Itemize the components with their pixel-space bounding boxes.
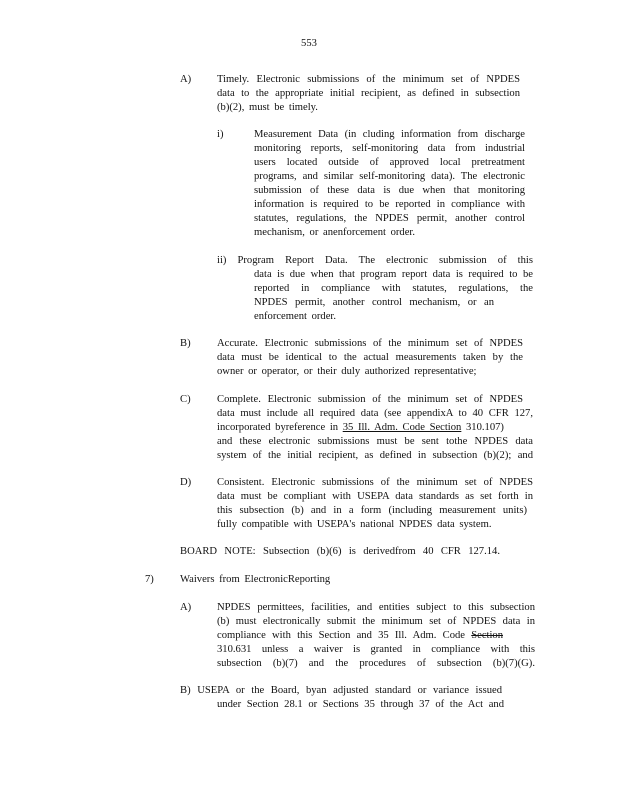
item-a-ii-text xyxy=(254,268,533,324)
text-line xyxy=(217,629,503,643)
text-line: BOARD NOTE: Subsection (b)(6) is derivedfrom 40 CFR 127.14. xyxy=(180,546,500,557)
item-a-i-text xyxy=(254,128,525,240)
text-line: system of the initial recipient, as defined in subsection (b)(2); and xyxy=(217,450,533,461)
text-line: data must be compliant with USEPA data standards as set forth in xyxy=(217,491,533,502)
underlined-citation: 35 Ill. Adm. Code Section xyxy=(342,422,462,433)
text-line: Accurate. Electronic submissions of the minimum set of NPDES xyxy=(217,338,523,349)
item-a-text xyxy=(217,73,520,115)
item-c-label: C) xyxy=(180,394,191,405)
text-line: users located outside of approved local pretreatment xyxy=(254,157,525,168)
item-a-ii-first-line xyxy=(217,254,533,268)
text-line: programs, and similar self-monitoring data). The electronic xyxy=(254,171,525,182)
text-line: monitoring reports, self-monitoring data from industrial xyxy=(254,143,525,154)
item-d-label: D) xyxy=(180,477,192,488)
text-line: Measurement Data (in cluding information from discharge xyxy=(254,129,525,140)
text-line: subsection (b)(7) and the procedures of subsection (b)(7)(G). xyxy=(217,658,535,669)
board-note xyxy=(180,545,500,559)
text-line xyxy=(217,421,533,435)
text-line: and these electronic submissions must be sent tothe NPDES data xyxy=(217,436,533,447)
struck-text: Section xyxy=(471,630,503,641)
text-line: Timely. Electronic submissions of the minimum set of NPDES xyxy=(217,74,520,85)
text-segment: incorporated byreference in xyxy=(217,422,343,433)
text-line: data must include all required data (see appendixA to 40 CFR 127, xyxy=(217,408,533,419)
text-segment: compliance with this Section and 35 Ill. Adm. Code xyxy=(217,630,472,641)
item-b-text xyxy=(217,337,523,379)
text-line: data to the appropriate initial recipient, as defined in subsection xyxy=(217,88,520,99)
item-d-text xyxy=(217,476,533,532)
text-line: data must be identical to the actual measurements taken by the xyxy=(217,352,523,363)
text-line: (b) must electronically submit the minimum set of NPDES data in xyxy=(217,616,535,627)
text-line: ii) Program Report Data. The electronic submission of this xyxy=(217,255,533,266)
text-line: owner or operator, or their duly authorized representative; xyxy=(217,366,477,377)
text-line: fully compatible with USEPA's national NPDES data system. xyxy=(217,519,492,530)
text-line: NPDES permittees, facilities, and entities subject to this subsection xyxy=(217,602,535,613)
text-line: submission of these data is due when that monitoring xyxy=(254,185,525,196)
page-number: 553 xyxy=(301,38,317,49)
item-c-text xyxy=(217,393,533,463)
text-segment: 310.107) xyxy=(461,422,504,433)
section-7-item-b-first-line xyxy=(180,684,502,698)
text-line: data is due when that program report data is required to be xyxy=(254,269,533,280)
text-line: B) USEPA or the Board, byan adjusted standard or variance issued xyxy=(180,685,502,696)
text-line: mechanism, or anenforcement order. xyxy=(254,227,416,238)
text-line: under Section 28.1 or Sections 35 through 37 of the Act and xyxy=(217,699,504,710)
section-7-item-a-label: A) xyxy=(180,602,192,613)
text-line: Consistent. Electronic submissions of the minimum set of NPDES xyxy=(217,477,533,488)
text-line: 310.631 unless a waiver is granted in compliance with this xyxy=(217,644,535,655)
text-line: this subsection (b) and in a form (including measurement units) xyxy=(217,505,527,516)
text-line: statutes, regulations, the NPDES permit, another control xyxy=(254,213,525,224)
item-a-label: A) xyxy=(180,74,192,85)
section-7-label: 7) xyxy=(145,574,154,585)
text-line: NPDES permit, another control mechanism, or an xyxy=(254,297,494,308)
text-line: (b)(2), must be timely. xyxy=(217,102,318,113)
section-7-item-b-text xyxy=(217,698,504,712)
text-line: information is required to be reported in compliance with xyxy=(254,199,525,210)
item-b-label: B) xyxy=(180,338,191,349)
section-7-heading: Waivers from ElectronicReporting xyxy=(180,574,331,585)
text-line: enforcement order. xyxy=(254,311,337,322)
text-line: Complete. Electronic submission of the minimum set of NPDES xyxy=(217,394,523,405)
item-a-i-label: i) xyxy=(217,129,224,140)
section-7-item-a-text xyxy=(217,601,535,671)
text-line: reported in compliance with statutes, regulations, the xyxy=(254,283,533,294)
